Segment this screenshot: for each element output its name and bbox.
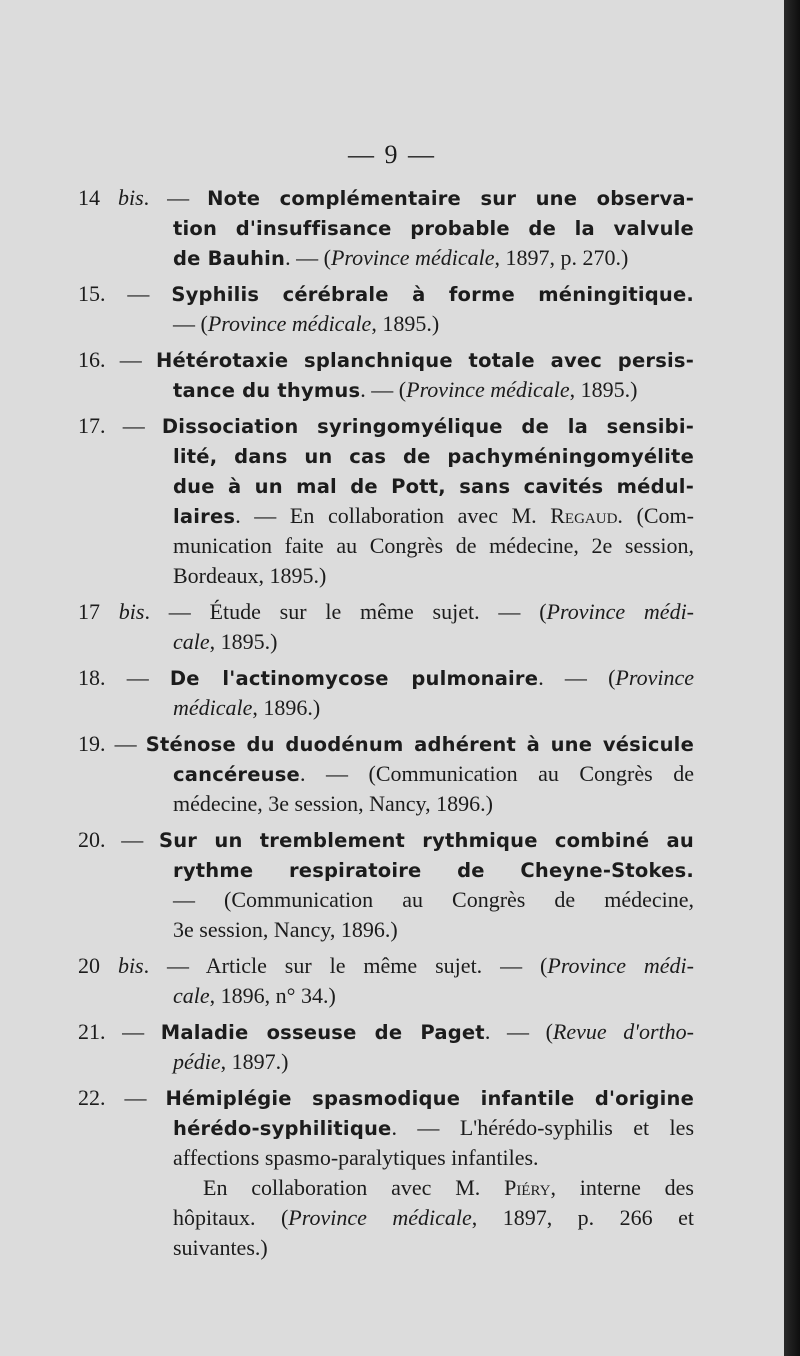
journal-title: Province — [615, 665, 695, 690]
bibliography-entry — [78, 411, 694, 591]
entry-line — [78, 183, 694, 213]
journal-title: Province médi- — [547, 953, 694, 978]
bibliography-entry — [78, 597, 694, 657]
entry-line — [78, 441, 694, 471]
page-number: — 9 — — [348, 140, 436, 169]
author-name: Regaud — [550, 503, 618, 528]
entry-number: 17 — [78, 599, 119, 624]
entry-title: tion d'insuffisance probable de la valvule — [173, 217, 694, 240]
entry-text-tail: , 1895.) — [371, 311, 440, 336]
bibliography-entry — [78, 1017, 694, 1077]
entry-line — [78, 855, 694, 885]
entry-line — [78, 825, 694, 855]
entry-line — [78, 411, 694, 441]
entry-text: médecine, 3e session, Nancy, 1896.) — [173, 791, 493, 816]
entry-line — [78, 759, 694, 789]
entry-line — [78, 561, 694, 591]
entry-line — [78, 213, 694, 243]
entry-title: due à un mal de Pott, sans cavités médul- — [173, 475, 694, 498]
entry-line — [78, 375, 694, 405]
entry-title: tance du thymus — [173, 379, 361, 402]
author-name: Piéry — [504, 1175, 551, 1200]
journal-title: Province médicale — [288, 1205, 472, 1230]
entry-line — [78, 1173, 694, 1203]
entry-text-tail: . (Com- — [617, 503, 694, 528]
entry-number: 22. — — [78, 1085, 166, 1110]
journal-title: médicale — [173, 695, 253, 720]
entry-title: Dissociation syringomyélique de la sensibi- — [161, 415, 694, 438]
entry-line — [78, 531, 694, 561]
bibliography-entry — [78, 951, 694, 1011]
journal-title: pédie — [173, 1049, 221, 1074]
entry-title: Hémiplégie spasmodique infantile d'origine — [165, 1087, 695, 1110]
entry-title: lité, dans un cas de pachyméningomyélite — [173, 445, 694, 468]
entry-text: munication faite au Congrès de médecine, 2e session, — [173, 533, 694, 558]
bibliography-entry — [78, 345, 694, 405]
entry-number: 15. — — [78, 281, 172, 306]
bis-suffix: bis — [117, 185, 144, 210]
entry-line — [78, 729, 694, 759]
entry-text: suivantes.) — [173, 1235, 268, 1260]
entry-text: . — ( — [484, 1019, 553, 1044]
entry-number: 16. — — [78, 347, 157, 372]
entry-number: 20. — — [78, 827, 159, 852]
entry-text-tail: , 1896, n° 34.) — [209, 983, 336, 1008]
entry-text: Bordeaux, 1895.) — [173, 563, 327, 588]
bibliography-entry — [78, 729, 694, 819]
entry-number: 21. — — [78, 1019, 161, 1044]
entry-line — [78, 345, 694, 375]
entry-title: Hétérotaxie splanchnique totale avec persis- — [156, 349, 694, 372]
entry-line — [78, 885, 694, 915]
entry-title: rythme respiratoire de Cheyne-Stokes. — [173, 859, 694, 882]
entry-text-tail: , 1897, p. 266 et — [471, 1205, 694, 1230]
entry-line — [78, 471, 694, 501]
entry-number: 20 — [78, 953, 118, 978]
entry-line — [78, 1017, 694, 1047]
bibliography-entry — [78, 825, 694, 945]
entry-text: . — En collaboration avec M. — [235, 503, 551, 528]
bibliography-entry — [78, 1083, 694, 1263]
journal-title: Province médicale — [330, 245, 495, 270]
entry-text-tail: , 1897, p. 270.) — [494, 245, 629, 270]
entry-title: laires — [173, 505, 236, 528]
entry-text-tail: , 1895.) — [209, 629, 278, 654]
entry-number: 19. — — [78, 731, 146, 756]
entry-text: . — ( — [538, 665, 616, 690]
entry-line — [78, 1143, 694, 1173]
entry-text: En collaboration avec M. — [203, 1175, 505, 1200]
page-edge-shadow — [784, 0, 800, 1356]
entry-title: cancéreuse — [173, 763, 300, 786]
bis-suffix: bis — [118, 599, 145, 624]
entry-text: . — Étude sur le même sujet. — ( — [144, 599, 547, 624]
entry-line — [78, 1083, 694, 1113]
journal-title: cale — [173, 983, 210, 1008]
entry-text: 3e session, Nancy, 1896.) — [173, 917, 398, 942]
entry-line — [78, 501, 694, 531]
entry-text: . — (Communication au Congrès de — [299, 761, 694, 786]
entry-title: De l'actinomycose pulmonaire — [169, 667, 539, 690]
bibliography-entry — [78, 183, 694, 273]
entry-number: 18. — — [78, 665, 170, 690]
journal-title: Province médicale — [406, 377, 570, 402]
journal-title: cale — [173, 629, 210, 654]
entry-title: Note complémentaire sur une observa- — [207, 187, 695, 210]
entry-line — [78, 789, 694, 819]
entry-text: . — ( — [360, 377, 407, 402]
bis-suffix: bis — [117, 953, 144, 978]
entry-title: de Bauhin — [173, 247, 286, 270]
journal-title: Province médicale — [207, 311, 372, 336]
entry-line — [78, 1233, 694, 1263]
entry-line — [78, 693, 694, 723]
entry-line — [78, 1203, 694, 1233]
entry-text: affections spasmo-paralytiques infantiles. — [173, 1145, 539, 1170]
entry-text: . — Article sur le même sujet. — ( — [143, 953, 548, 978]
entry-title: Sur un tremblement rythmique combiné au — [158, 829, 694, 852]
entry-number: 14 — [78, 185, 118, 210]
entry-text-tail: , 1896.) — [252, 695, 321, 720]
entry-title: Sténose du duodénum adhérent à une vésicule — [145, 733, 694, 756]
entry-line — [78, 1047, 694, 1077]
entry-line — [78, 309, 694, 339]
entry-text: . — L'hérédo-syphilis et les — [391, 1115, 694, 1140]
entry-title: Maladie osseuse de Paget — [160, 1021, 485, 1044]
entry-line — [78, 1113, 694, 1143]
entry-text: — ( — [173, 311, 208, 336]
entry-text: hôpitaux. ( — [173, 1205, 289, 1230]
entry-line — [78, 915, 694, 945]
separator: . — — [143, 185, 208, 210]
entry-number: 17. — — [78, 413, 162, 438]
entry-text-tail: , 1897.) — [220, 1049, 289, 1074]
journal-title: Revue d'ortho- — [552, 1019, 694, 1044]
entry-text: — (Communication au Congrès de médecine, — [173, 887, 694, 912]
entry-title: hérédo-syphilitique — [173, 1117, 392, 1140]
journal-title: Province médi- — [546, 599, 695, 624]
entry-line — [78, 279, 694, 309]
entry-text-tail: , 1895.) — [569, 377, 638, 402]
entry-line — [78, 597, 694, 627]
bibliography-entry — [78, 279, 694, 339]
entry-text-tail: , interne des — [550, 1175, 694, 1200]
entry-line — [78, 951, 694, 981]
entry-text: . — ( — [285, 245, 331, 270]
entry-line — [78, 627, 694, 657]
entry-line — [78, 663, 694, 693]
entry-line — [78, 243, 694, 273]
entry-line — [78, 981, 694, 1011]
bibliography-list — [78, 183, 694, 1269]
bibliography-entry — [78, 663, 694, 723]
entry-title: Syphilis cérébrale à forme méningitique. — [171, 283, 695, 306]
